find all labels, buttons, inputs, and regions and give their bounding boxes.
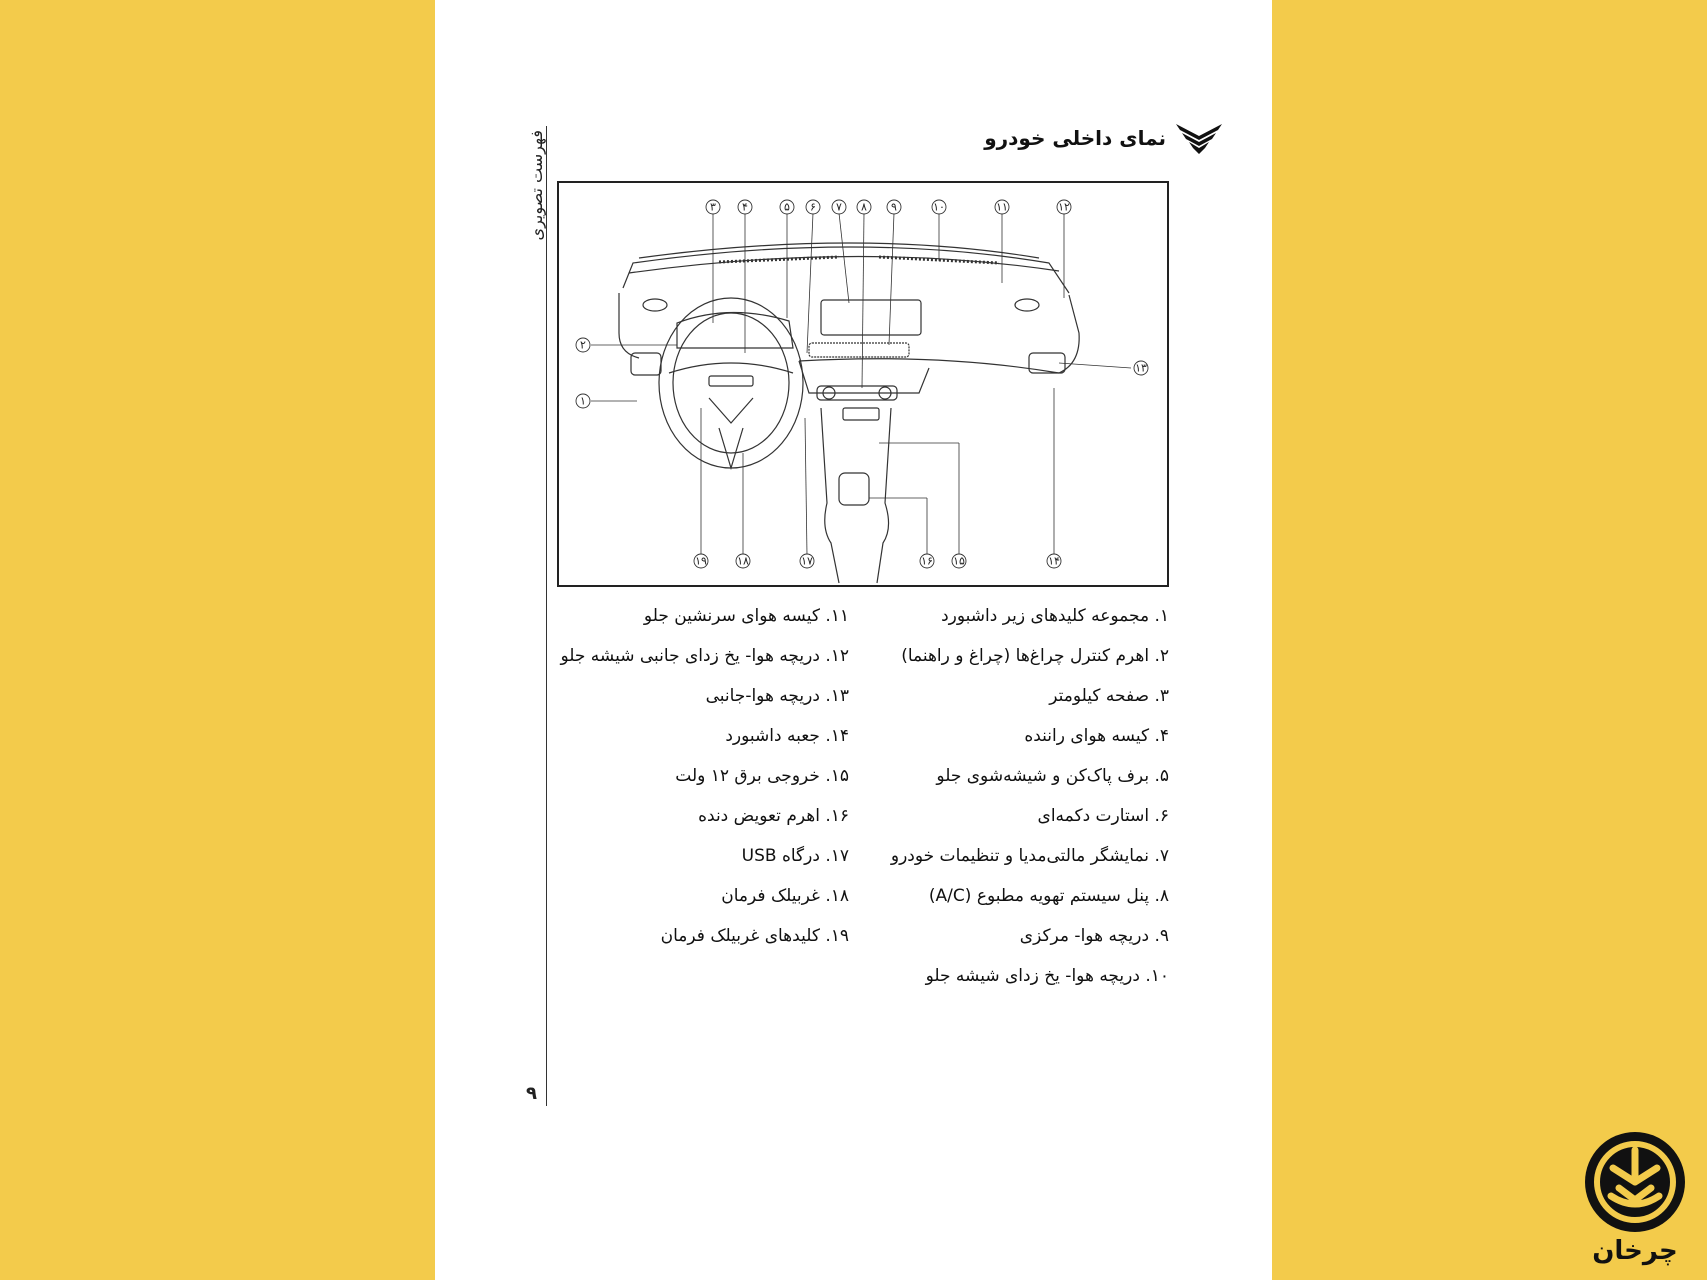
callout-10: ۱۰ — [933, 200, 945, 214]
callout-17: ۱۷ — [801, 554, 813, 568]
legend-item: ۱۲. دریچه هوا- یخ زدای جانبی شیشه جلو — [560, 646, 849, 666]
legend-item: ۵. برف پاک‌کن و شیشه‌شوی جلو — [936, 766, 1169, 786]
legend-item: ۱۳. دریچه هوا-جانبی — [705, 686, 849, 706]
legend-item: ۱۰. دریچه هوا- یخ زدای شیشه جلو — [925, 966, 1169, 986]
margin-rule — [546, 126, 547, 1106]
callout-2: ۲ — [580, 338, 586, 352]
legend-item: ۴. کیسه هوای راننده — [1024, 726, 1169, 746]
legend-list-right — [889, 596, 1169, 996]
callout-8: ۸ — [861, 200, 867, 214]
page-header — [984, 118, 1224, 158]
legend-item: ۹. دریچه هوا- مرکزی — [1019, 926, 1169, 946]
legend-item: ۳. صفحه کیلومتر — [1049, 686, 1169, 706]
legend-item: ۱۶. اهرم تعویض دنده — [698, 806, 849, 826]
callout-7: ۷ — [836, 200, 842, 214]
legend-item: ۷. نمایشگر مالتی‌مدیا و تنظیمات خودرو — [890, 846, 1169, 866]
callout-16: ۱۶ — [921, 554, 933, 568]
page-title: نمای داخلی خودرو — [984, 126, 1166, 150]
brand-logo — [1583, 1130, 1687, 1266]
legend-item: ۶. استارت دکمه‌ای — [1037, 806, 1169, 826]
callout-15: ۱۵ — [953, 554, 965, 568]
callout-3: ۳ — [710, 200, 716, 214]
chevron-logo-icon — [1174, 118, 1224, 158]
brand-name: چرخان — [1592, 1236, 1678, 1266]
callout-4: ۴ — [742, 200, 748, 214]
callout-6: ۶ — [810, 200, 816, 214]
legend-item: ۱۵. خروجی برق ۱۲ ولت — [675, 766, 849, 786]
wheel-logo-icon — [1583, 1130, 1687, 1234]
page-number: ۹ — [526, 1083, 537, 1104]
callout-11: ۱۱ — [996, 200, 1008, 214]
legend-item: ۱۷. درگاه USB — [741, 846, 849, 866]
callout-18: ۱۸ — [737, 554, 749, 568]
callout-1: ۱ — [580, 394, 586, 408]
callout-13: ۱۳ — [1135, 361, 1147, 375]
legend-item: ۲. اهرم کنترل چراغ‌ها (چراغ و راهنما) — [901, 646, 1169, 666]
dashboard-diagram — [559, 183, 1167, 585]
legend-item: ۱۱. کیسه هوای سرنشین جلو — [643, 606, 849, 626]
legend-item: ۱۸. غربیلک فرمان — [721, 886, 849, 906]
callout-5: ۵ — [784, 200, 790, 214]
callout-14: ۱۴ — [1048, 554, 1060, 568]
legend-item: ۱۴. جعبه داشبورد — [725, 726, 849, 746]
callout-19: ۱۹ — [695, 554, 707, 568]
legend-item: ۱۹. کلیدهای غربیلک فرمان — [660, 926, 849, 946]
callout-9: ۹ — [891, 200, 897, 214]
legend-item: ۸. پنل سیستم تهویه مطبوع (A/C) — [928, 886, 1169, 906]
legend-item: ۱. مجموعه کلیدهای زیر داشبورد — [941, 606, 1169, 626]
legend-list-left — [559, 596, 849, 956]
section-title: فهرست تصویری — [527, 130, 546, 241]
callout-12: ۱۲ — [1058, 200, 1070, 214]
dashboard-figure — [557, 181, 1169, 587]
